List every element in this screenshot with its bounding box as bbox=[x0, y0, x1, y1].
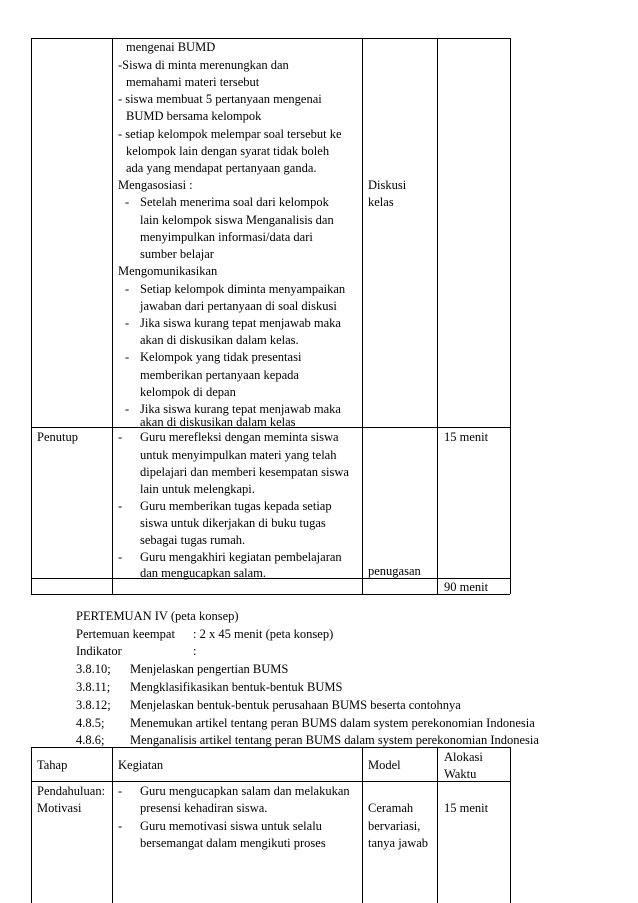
meeting-value: : 2 x 45 menit (peta konsep) bbox=[193, 627, 334, 641]
activity-line: memberikan pertanyaan kepada bbox=[140, 368, 299, 382]
header-tahap: Tahap bbox=[37, 758, 68, 772]
table1-top-border bbox=[31, 38, 510, 39]
bullet-dash: - bbox=[118, 784, 123, 798]
model-text: bervariasi, bbox=[368, 819, 421, 833]
bullet-dash: - bbox=[125, 195, 130, 209]
activity-line: Guru merefleksi dengan meminta siswa bbox=[140, 430, 339, 444]
activity-line: sumber belajar bbox=[140, 247, 214, 261]
bullet-dash: - bbox=[125, 350, 130, 364]
activity-line: kelompok lain dengan syarat tidak boleh bbox=[126, 144, 330, 158]
table1-col-border bbox=[437, 38, 438, 594]
table2-col-border bbox=[362, 747, 363, 903]
activity-line: menyimpulkan informasi/data dari bbox=[140, 230, 313, 244]
activity-line: kelompok di depan bbox=[140, 385, 236, 399]
activity-line: akan di diskusikan dalam kelas bbox=[140, 415, 296, 429]
activity-line: Jika siswa kurang tepat menjawab maka bbox=[140, 402, 341, 416]
activity-line: bersemangat dalam mengikuti proses bbox=[140, 836, 326, 850]
bullet-dash: - bbox=[125, 402, 130, 416]
activity-line: - setiap kelompok melempar soal tersebut ke bbox=[118, 127, 342, 141]
meeting-label: Pertemuan keempat bbox=[76, 627, 175, 641]
activity-line: sebagai tugas rumah. bbox=[140, 533, 246, 547]
activity-line: -Siswa di minta merenungkan dan bbox=[118, 58, 289, 72]
activity-line: akan di diskusikan dalam kelas. bbox=[140, 333, 299, 347]
table1-row-divider bbox=[31, 578, 510, 579]
bullet-dash: - bbox=[125, 282, 130, 296]
model-penugasan: penugasan bbox=[368, 564, 421, 578]
activity-line: lain untuk melengkapi. bbox=[140, 482, 255, 496]
table2-col-border bbox=[437, 747, 438, 903]
bullet-dash: - bbox=[118, 430, 123, 444]
section-heading: Mengomunikasikan bbox=[118, 264, 218, 278]
activity-line: Kelompok yang tidak presentasi bbox=[140, 350, 302, 364]
model-text: Ceramah bbox=[368, 801, 414, 815]
model-text: tanya jawab bbox=[368, 836, 429, 850]
activity-line: - siswa membuat 5 pertanyaan mengenai bbox=[118, 92, 322, 106]
activity-line: lain kelompok siswa Menganalisis dan bbox=[140, 213, 334, 227]
bullet-dash: - bbox=[118, 499, 123, 513]
indicator-text: Menemukan artikel tentang peran BUMS dalam system perekonomian Indonesia bbox=[130, 716, 535, 730]
table1-bottom-border bbox=[31, 594, 510, 595]
activity-line: untuk menyimpulkan materi yang telah bbox=[140, 448, 337, 462]
indicator-code: 3.8.12; bbox=[76, 698, 111, 712]
activity-line: Setiap kelompok diminta menyampaikan bbox=[140, 282, 346, 296]
activity-line: Guru mengucapkan salam dan melakukan bbox=[140, 784, 350, 798]
indicator-label: Indikator bbox=[76, 644, 122, 658]
indicator-code: 4.8.6; bbox=[76, 733, 105, 747]
indicator-text: Menganalisis artikel tentang peran BUMS dalam system perekonomian Indonesia bbox=[130, 733, 539, 747]
waktu-penutup: 15 menit bbox=[444, 430, 489, 444]
section-heading: Mengasosiasi : bbox=[118, 178, 193, 192]
table2-col-border bbox=[510, 747, 511, 903]
header-waktu: Waktu bbox=[444, 767, 477, 781]
tahap-motivasi: Motivasi bbox=[37, 801, 82, 815]
table1-col-border bbox=[510, 38, 511, 594]
activity-line: Guru memberikan tugas kepada setiap bbox=[140, 499, 332, 513]
indicator-text: Menjelaskan bentuk-bentuk perusahaan BUMS beserta contohnya bbox=[130, 698, 461, 712]
header-model: Model bbox=[368, 758, 401, 772]
indicator-text: Menjelaskan pengertian BUMS bbox=[130, 662, 289, 676]
activity-line: dipelajari dan memberi kesempatan siswa bbox=[140, 465, 349, 479]
tahap-penutup: Penutup bbox=[37, 430, 78, 444]
waktu-pendahuluan: 15 menit bbox=[444, 801, 489, 815]
total-waktu: 90 menit bbox=[444, 580, 489, 594]
indicator-colon: : bbox=[193, 644, 197, 658]
table1-col-border bbox=[362, 38, 363, 594]
tahap-pendahuluan: Pendahuluan: bbox=[37, 784, 106, 798]
bullet-dash: - bbox=[125, 316, 130, 330]
bullet-dash: - bbox=[118, 819, 123, 833]
activity-line: siswa untuk dikerjakan di buku tugas bbox=[140, 516, 326, 530]
activity-line: Jika siswa kurang tepat menjawab maka bbox=[140, 316, 341, 330]
activity-line: Setelah menerima soal dari kelompok bbox=[140, 195, 329, 209]
activity-line: memahami materi tersebut bbox=[126, 75, 260, 89]
section-title: PERTEMUAN IV (peta konsep) bbox=[76, 609, 239, 623]
table2-col-border bbox=[112, 747, 113, 903]
indicator-code: 4.8.5; bbox=[76, 716, 105, 730]
activity-line: dan mengucapkan salam. bbox=[140, 566, 266, 580]
header-kegiatan: Kegiatan bbox=[118, 758, 164, 772]
activity-line: presensi kehadiran siswa. bbox=[140, 801, 268, 815]
indicator-text: Mengklasifikasikan bentuk-bentuk BUMS bbox=[130, 680, 343, 694]
activity-line: jawaban dari pertanyaan di soal diskusi bbox=[140, 299, 337, 313]
model-text: Diskusi bbox=[368, 178, 407, 192]
activity-line: BUMD bersama kelompok bbox=[126, 109, 262, 123]
activity-line: Guru memotivasi siswa untuk selalu bbox=[140, 819, 322, 833]
indicator-code: 3.8.11; bbox=[76, 680, 111, 694]
model-text: kelas bbox=[368, 195, 394, 209]
activity-line: mengenai BUMD bbox=[126, 40, 216, 54]
table1-col-border bbox=[112, 38, 113, 594]
table1-col-border bbox=[31, 38, 32, 594]
indicator-code: 3.8.10; bbox=[76, 662, 111, 676]
table2-top-border bbox=[31, 747, 510, 748]
activity-line: ada yang mendapat pertanyaan ganda. bbox=[126, 161, 317, 175]
activity-line: Guru mengakhiri kegiatan pembelajaran bbox=[140, 550, 342, 564]
bullet-dash: - bbox=[118, 550, 123, 564]
table2-col-border bbox=[31, 747, 32, 903]
header-alokasi: Alokasi bbox=[444, 750, 483, 764]
